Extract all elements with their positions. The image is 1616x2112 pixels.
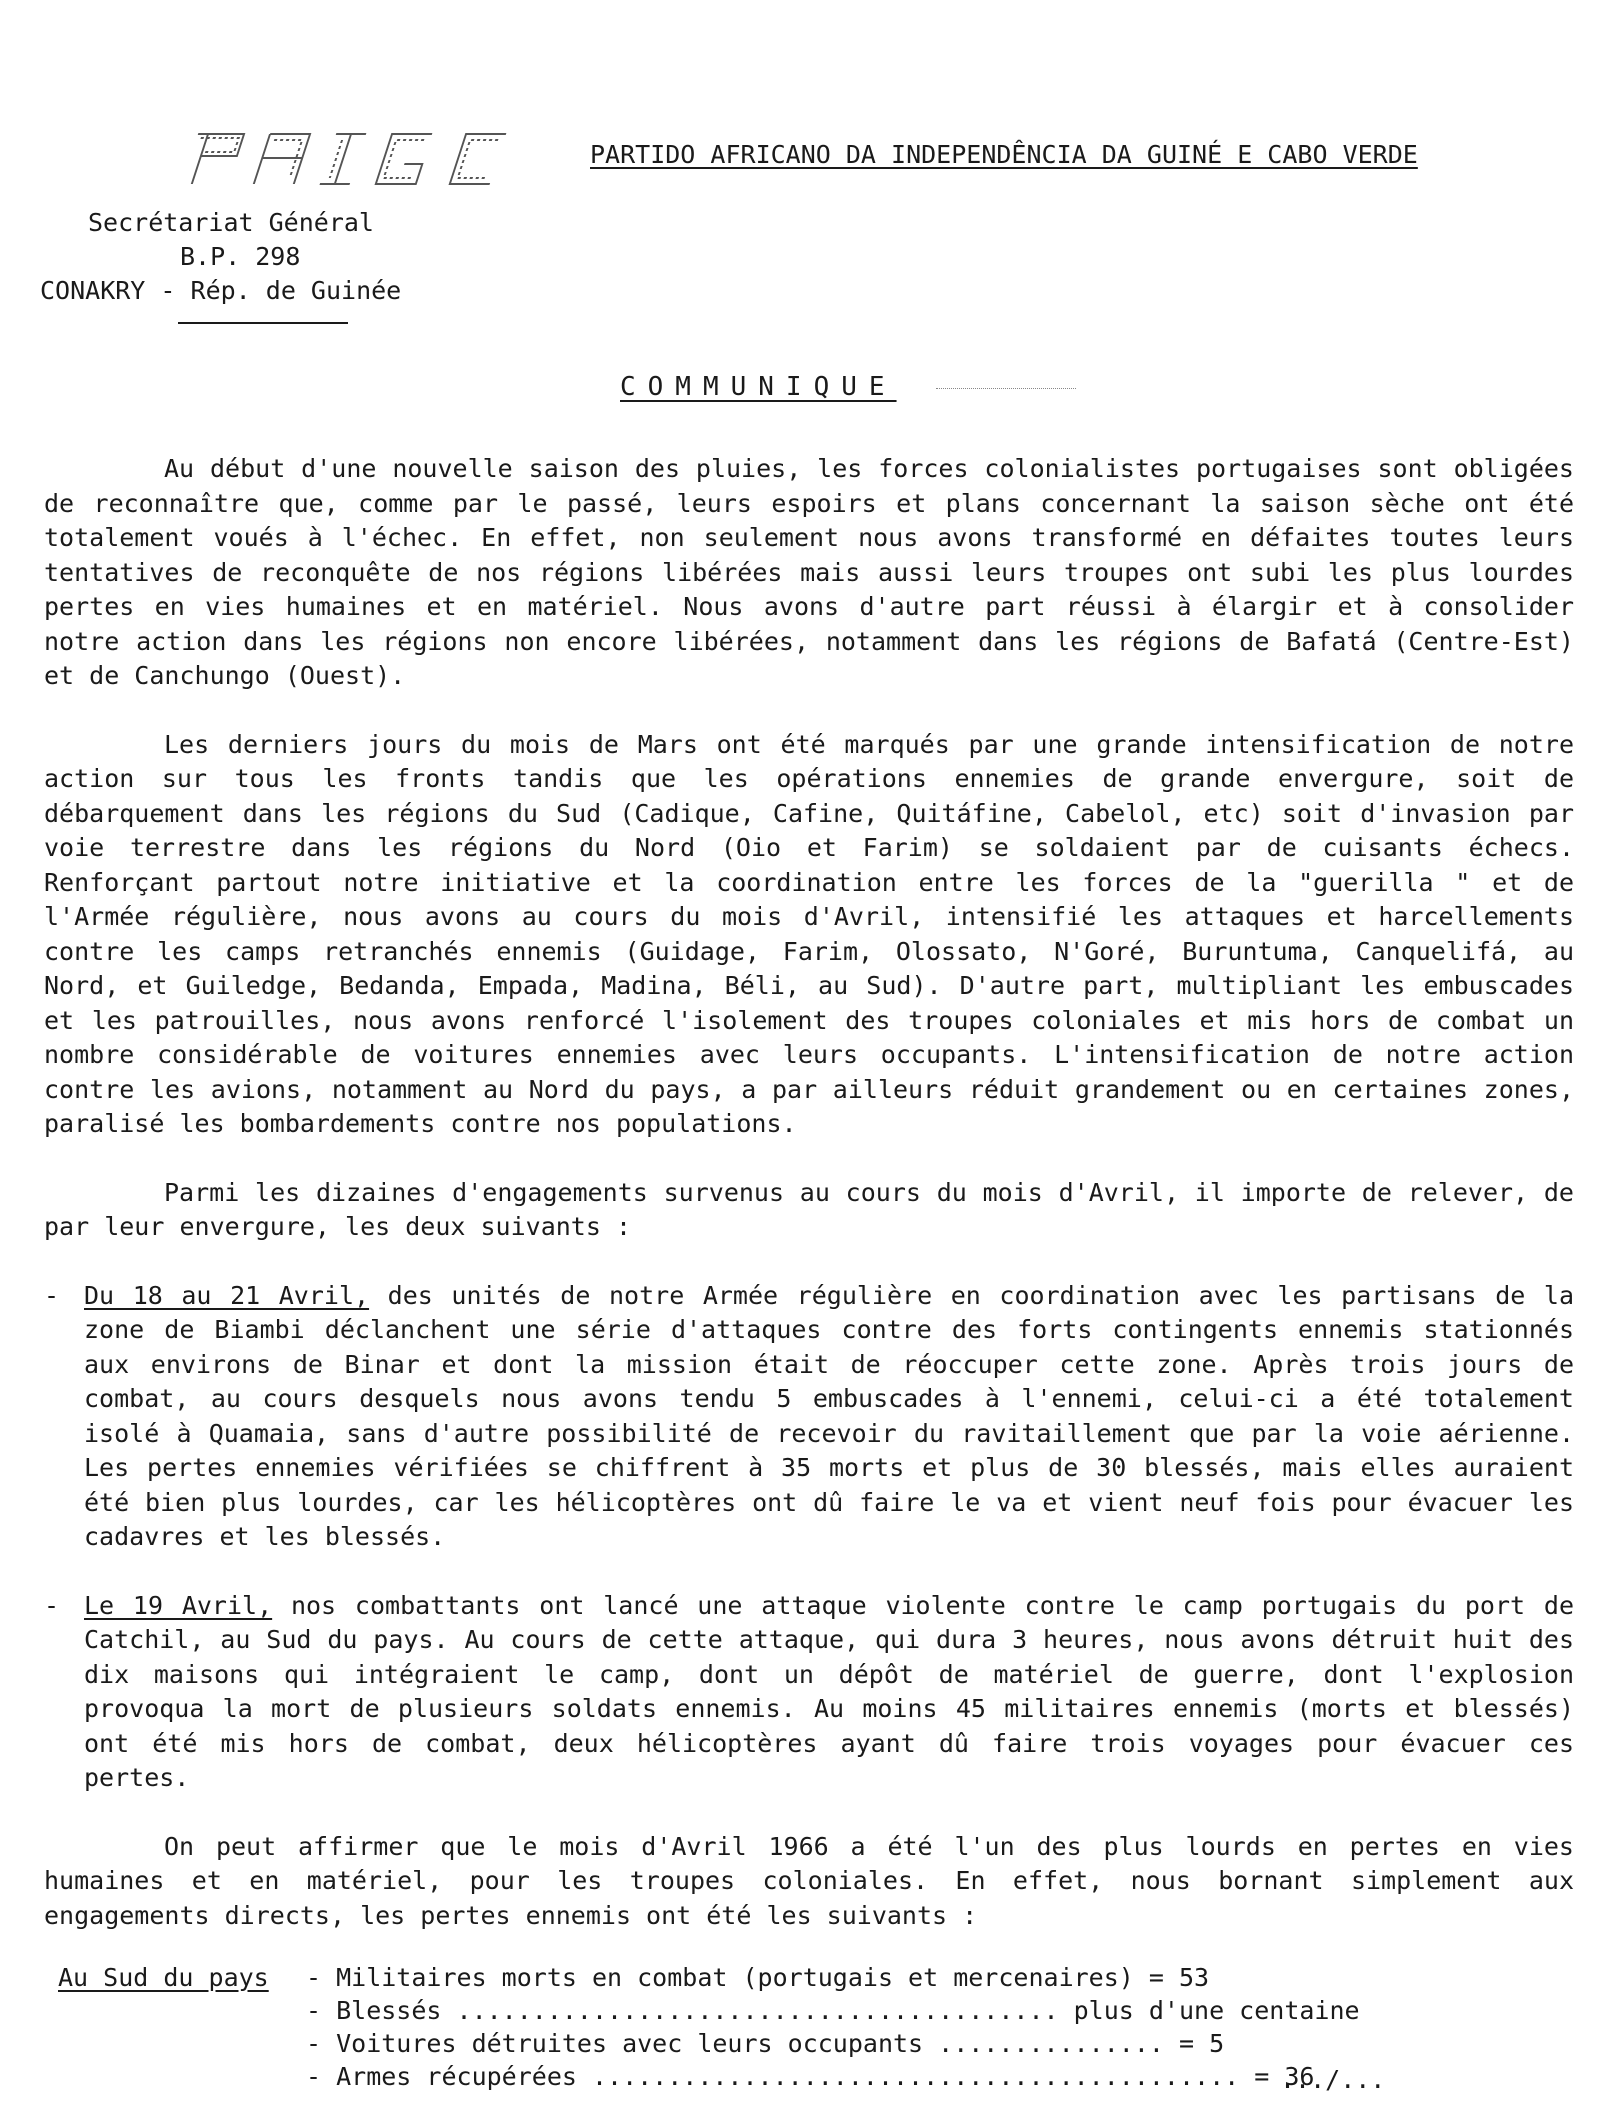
loss-row bbox=[44, 2027, 1574, 2060]
loss-item: - Voitures détruites avec leurs occupants ............... = 5 bbox=[306, 2029, 1225, 2058]
address-underline bbox=[178, 322, 348, 324]
loss-item: - Armes récupérées ........................................... = 36 bbox=[306, 2062, 1315, 2091]
bullet-item-1 bbox=[44, 1279, 1574, 1555]
bullet-dash: - bbox=[44, 1590, 60, 1620]
closing-paragraph: On peut affirmer que le mois d'Avril 1966 a été l'un des plus lourds en pertes en vies humaines et en matériel, pour les troupes coloniales. En effet, nous bornant simplement aux engagements directs, les pertes ennemis ont été les suivants : bbox=[44, 1831, 1574, 1930]
region-label: Au Sud du pays bbox=[58, 1963, 269, 1992]
city-line: CONAKRY - Rép. de Guinée bbox=[40, 276, 402, 305]
paragraph-2: Les derniers jours du mois de Mars ont été marqués par une grande intensification de notre action sur tous les fronts tandis que les opérations ennemies de grande envergure, soit de débarquement dans les régions du Sud (Cadique, Cafine, Quitáfine, Cabelol, etc) soit d'invasion par voie terrestre dans les régions du Nord (Oio et Farim) se soldaient par de cuisants échecs. Renforçant partout notre initiative et la coordination entre les forces de la "guerilla " et de l'Armée régulière, nous avons au cours du mois d'Avril, intensifié les attaques et harcellements contre les camps retranchés ennemis (Guidage, Farim, Olossato, N'Goré, Buruntuma, Canquelifá, au Nord, et Guiledge, Bedanda, Empada, Madina, Béli, au Sud). D'autre part, multipliant les embuscades et les patrouilles, nous avons renforcé l'isolement des troupes coloniales et mis hors de combat un nombre considérable de voitures ennemies avec leurs occupants. L'intensification de notre action contre les avions, notamment au Nord du pays, a par ailleurs réduit grandement ou en certaines zones, paralisé les bombardements contre nos populations. bbox=[44, 729, 1574, 1138]
bullet-text: des unités de notre Armée régulière en coordination avec les partisans de la zone de Biambi déclanchent une série d'attaques contre des forts contingents ennemis stationnés aux environs de Binar et dont la mission était de réoccuper cette zone. Après trois jours de combat, au cours desquels nous avons tendu 5 embuscades à l'ennemi, celui-ci a été totalement isolé à Quamaia, sans d'autre possibilité de recevoir du ravitaillement que par la voie aérienne. Les pertes ennemies vérifiées se chiffrent à 35 morts et plus de 30 blessés, mais elles auraient été bien plus lourdes, car les hélicoptères ont dû faire le va et vient neuf fois pour évacuer les cadavres et les blessés. bbox=[84, 1280, 1574, 1551]
paragraph-1: Au début d'une nouvelle saison des pluies, les forces colonialistes portugaises sont obligées de reconnaître que, comme par le passé, leurs espoirs et plans concernant la saison sèche ont été totalement voués à l'échec. En effet, non seulement nous avons transformé en défaites toutes leurs tentatives de reconquête de nos régions libérées mais aussi leurs troupes ont subi les plus lourdes pertes en vies humaines et en matériel. Nous avons d'autre part réussi à élargir et à consolider notre action dans les régions non encore libérées, notamment dans les régions de Bafatá (Centre-Est) et de Canchungo (Ouest). bbox=[44, 454, 1574, 690]
loss-item: - Blessés ........................................ plus d'une centaine bbox=[306, 1996, 1360, 2025]
bullet-date: Le 19 Avril, bbox=[84, 1590, 273, 1620]
title-dotted-leader bbox=[936, 388, 1076, 389]
continuation-mark: .../... bbox=[1280, 2065, 1386, 2094]
paragraph-3: Parmi les dizaines d'engagements survenus au cours du mois d'Avril, il importe de relever, de par leur envergure, les deux suivants : bbox=[44, 1177, 1574, 1241]
secretariat-line: Secrétariat Général bbox=[88, 208, 374, 237]
bullet-date: Du 18 au 21 Avril, bbox=[84, 1280, 370, 1310]
communique-body bbox=[44, 452, 1574, 2093]
loss-row bbox=[44, 1994, 1574, 2027]
bullet-dash: - bbox=[44, 1280, 60, 1310]
bullet-text: nos combattants ont lancé une attaque violente contre le camp portugais du port de Catchil, au Sud du pays. Au cours de cette attaque, qui dura 3 heures, nous avons détruit huit des dix maisons qui intégraient le camp, dont un dépôt de matériel de guerre, dont l'explosion provoqua la mort de plusieurs soldats ennemis. Au moins 45 militaires ennemis (morts et blessés) ont été mis hors de combat, deux hélicoptères ayant dû faire trois voyages pour évacuer ces pertes. bbox=[84, 1590, 1574, 1792]
secretariat-address bbox=[40, 206, 401, 308]
party-name: PARTIDO AFRICANO DA INDEPENDÊNCIA DA GUINÉ E CABO VERDE bbox=[590, 140, 1418, 169]
loss-item: - Militaires morts en combat (portugais et mercenaires) = 53 bbox=[306, 1963, 1210, 1992]
page-title: COMMUNIQUE bbox=[620, 372, 897, 402]
loss-row bbox=[44, 1961, 1574, 1994]
paigc-logo bbox=[178, 128, 538, 188]
po-box-line: B.P. 298 bbox=[180, 242, 301, 271]
bullet-item-2 bbox=[44, 1589, 1574, 1796]
